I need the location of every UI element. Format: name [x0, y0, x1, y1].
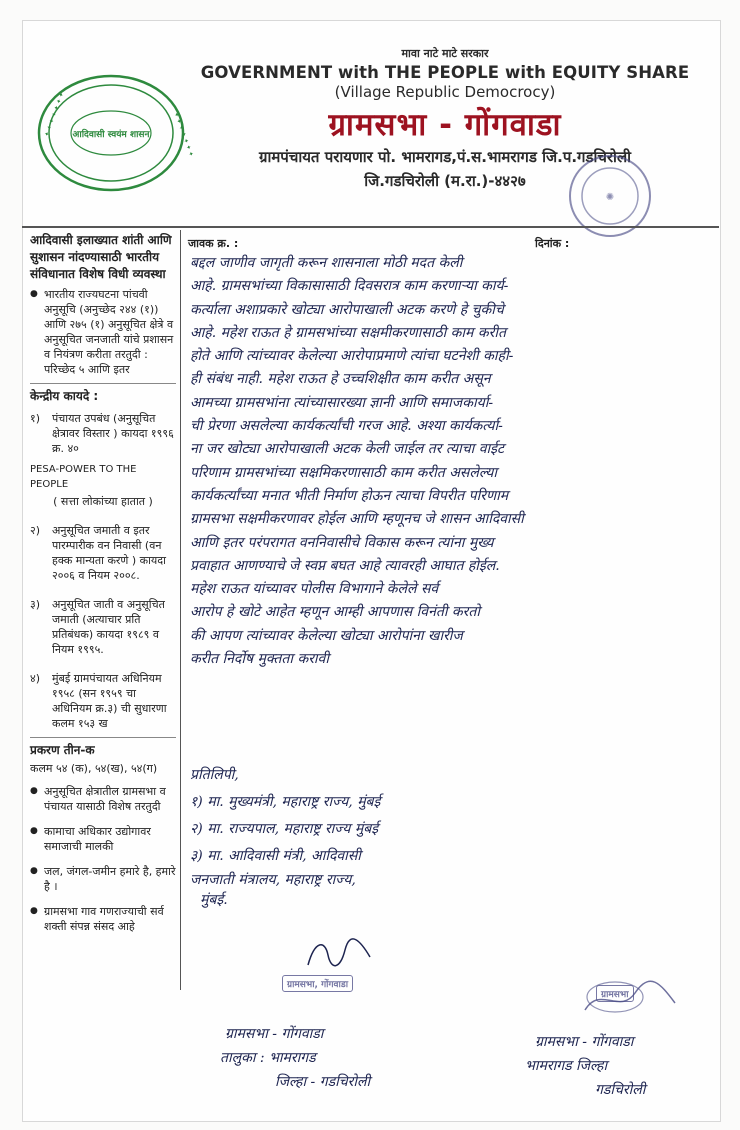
letterhead-title: GOVERNMENT with THE PEOPLE with EQUITY SHARE	[200, 63, 690, 82]
body-line: बद्दल जाणीव जागृती करून शासनाला मोठी मदत केली	[190, 255, 463, 271]
bullet-icon: ●	[30, 906, 38, 916]
body-line: प्रवाहात आणण्याचे जे स्वप्न बघत आहे त्यावरही आघात होईल.	[190, 557, 500, 574]
sidebar-divider	[30, 737, 176, 738]
right-stamp: ग्रामसभा	[596, 985, 634, 1002]
sidebar-bullet	[30, 287, 176, 377]
signature-scribble-left	[300, 935, 380, 975]
body-line: ना जर खोट्या आरोपाखाली अटक केली जाईल तर त्याचा वाईट	[190, 441, 505, 458]
address-line-1: ग्रामपंचायत परायणार पो. भामरागड,पं.स.भामरागड जि.प.गडचिरोली	[258, 148, 631, 166]
header-divider	[22, 226, 719, 228]
cc-item: मुंबई.	[200, 892, 228, 908]
sidebar-heading: आदिवासी इलाख्यात शांती आणि सुशासन नांदण्यासाठी भारतीय संविधानात विशेष विधी व्यवस्था	[30, 233, 172, 281]
body-line: होते आणि त्यांच्यावर केलेल्या आरोपाप्रमाणे त्यांचा घटनेशी काही-	[190, 348, 514, 365]
bullet-icon: ●	[30, 786, 38, 796]
svg-text:✺: ✺	[605, 192, 615, 203]
pesa-subtitle: ( सत्ता लोकांच्या हातात )	[53, 495, 153, 508]
body-line: करीत निर्दोष मुक्तता करावी	[190, 651, 329, 668]
body-line: कर्त्याला अशाप्रकारे खोट्या आरोपाखाली अटक करणे हे चुकीचे	[190, 301, 504, 318]
seal-left-logo	[36, 73, 195, 193]
seal-right-stamp	[560, 150, 660, 242]
sidebar-bullet: ● ग्रामसभा गाव गणराज्याची सर्व शक्ती संपन्न संसद आहे	[30, 905, 164, 933]
law-item: ३) अनुसूचित जाती व अनुसूचित जमाती (अत्याचार प्रति प्रतिबंधक) कायदा १९८९ व नियम १९९५.	[30, 598, 165, 656]
signature-block-left: ग्रामसभा - गोंगवाडा तालुका : भामरागड जिल्हा - गडचिरोली	[220, 1026, 371, 1090]
sidebar	[24, 230, 181, 990]
body-line: ची प्रेरणा असलेल्या कार्यकर्त्यांची गरज आहे. अश्या कार्यकर्त्या-	[190, 418, 503, 435]
body-line: आरोप हे खोटे आहेत म्हणून आम्ही आपणास विनंती करतो	[190, 604, 480, 621]
body-line: ही संबंध नाही. महेश राऊत हे उच्चशिक्षीत काम करीत असून	[190, 371, 491, 388]
law-item: १) पंचायत उपबंध (अनुसूचित क्षेत्रावर विस्तार ) कायदा १९९६ क्र. ४०	[30, 412, 174, 455]
sidebar-bullet: ● कामाचा अधिकार उद्योगावर समाजाची मालकी	[30, 825, 151, 853]
cc-item: ३) मा. आदिवासी मंत्री, आदिवासी	[190, 848, 361, 864]
reference-label: जावक क्र. :	[188, 237, 239, 250]
date-label: दिनांक :	[535, 237, 570, 250]
cc-label: प्रतिलिपी,	[190, 767, 239, 783]
bullet-text: भारतीय राज्यघटना पांचवी अनुसूचि (अनुच्छेद २४४ (१)) आणि २७५ (१) अनुसूचित क्षेत्रे व अनुसूचित जनजाती यांचे प्रशासन व नियंत्रण करीता तरतुदी : परिच्छेद ५ आणि इतर	[44, 288, 174, 376]
body-line: आहे. ग्रामसभांच्या विकासासाठी दिवसरात्र काम करणाऱ्या कार्य-	[190, 278, 509, 295]
body-line: कार्यकर्त्यांच्या मनात भीती निर्माण होऊन त्याचा विपरीत परिणाम	[190, 487, 509, 504]
sidebar-bullet: ● अनुसूचित क्षेत्रातील ग्रामसभा व पंचायत यासाठी विशेष तरतुदी	[30, 785, 166, 813]
sidebar-divider	[30, 383, 176, 384]
cc-item: २) मा. राज्यपाल, महाराष्ट्र राज्य मुंबई	[190, 821, 379, 837]
bullet-icon: ●	[30, 826, 38, 836]
address-line-2: जि.गडचिरोली (म.रा.)-४४२७	[364, 172, 526, 190]
motto: मावा नाटे माटे सरकार	[401, 47, 489, 60]
organization-name: ग्रामसभा - गोंगवाडा	[328, 107, 562, 143]
signature-block-right: ग्रामसभा - गोंगवाडा भामरागड जिल्हा गडचिरोली	[525, 1034, 646, 1098]
body-line: आमच्या ग्रामसभांना त्यांच्यासारख्या ज्ञानी आणि समाजकार्या-	[190, 394, 494, 411]
law-item: ४) मुंबई ग्रामपंचायत अधिनियम १९५८ (सन १९५९ चा अधिनियम क्र.३) ची सुधारणा कलम १५३ ख	[30, 672, 167, 730]
svg-text:✦ ✦ ✦ ✦ ✦ ✦ ✦: ✦ ✦ ✦ ✦ ✦ ✦ ✦	[172, 111, 195, 158]
body-line: आणि इतर परंपरागत वननिवासीचे विकास करून त्यांना मुख्य	[190, 534, 494, 551]
bullet-icon: ●	[30, 866, 38, 876]
letter-body	[190, 252, 715, 671]
law-item: २) अनुसूचित जमाती व इतर पारम्पारीक वन निवासी (वन हक्क मान्यता करणे ) कायदा २००६ व नियम २००८.	[30, 524, 166, 582]
pesa-label: PESA-POWER TO THE PEOPLE	[30, 464, 137, 490]
chapter-sections: कलम ५४ (क), ५४(ख), ५४(ग)	[30, 762, 158, 775]
body-line: आहे. महेश राऊत हे ग्रामसभांच्या सक्षमीकरणासाठी काम करीत	[190, 324, 506, 341]
left-stamp: ग्रामसभा, गोंगवाडा	[282, 975, 353, 992]
letterhead-subtitle: (Village Republic Democrocy)	[334, 83, 556, 101]
body-line: परिणाम ग्रामसभांच्या सक्षमिकरणासाठी काम करीत असलेल्या	[190, 464, 497, 481]
svg-text:✦ ✦ ✦ ✦ ✦ ✦ ✦: ✦ ✦ ✦ ✦ ✦ ✦ ✦	[43, 91, 66, 138]
seal-center-text: आदिवासी स्वयंम शासन	[72, 130, 150, 140]
cc-item: जनजाती मंत्रालय, महाराष्ट्र राज्य,	[190, 872, 356, 888]
body-line: की आपण त्यांच्यावर केलेल्या खोट्या आरोपांना खारीज	[190, 627, 463, 644]
chapter-heading: प्रकरण तीन-क	[30, 743, 95, 757]
body-line: ग्रामसभा सक्षमीकरणावर होईल आणि म्हणूनच जे शासन आदिवासी	[190, 511, 524, 528]
sidebar-bullet: ● जल, जंगल-जमीन हमारे है, हमारे है ।	[30, 865, 176, 893]
bullet-icon: ●	[30, 289, 38, 299]
cc-item: १) मा. मुख्यमंत्री, महाराष्ट्र राज्य, मुंबई	[190, 794, 381, 810]
body-line: महेश राऊत यांच्यावर पोलीस विभागाने केलेले सर्व	[190, 581, 439, 598]
copy-to-list	[190, 762, 710, 910]
central-laws-heading: केन्द्रीय कायदे :	[30, 389, 99, 403]
